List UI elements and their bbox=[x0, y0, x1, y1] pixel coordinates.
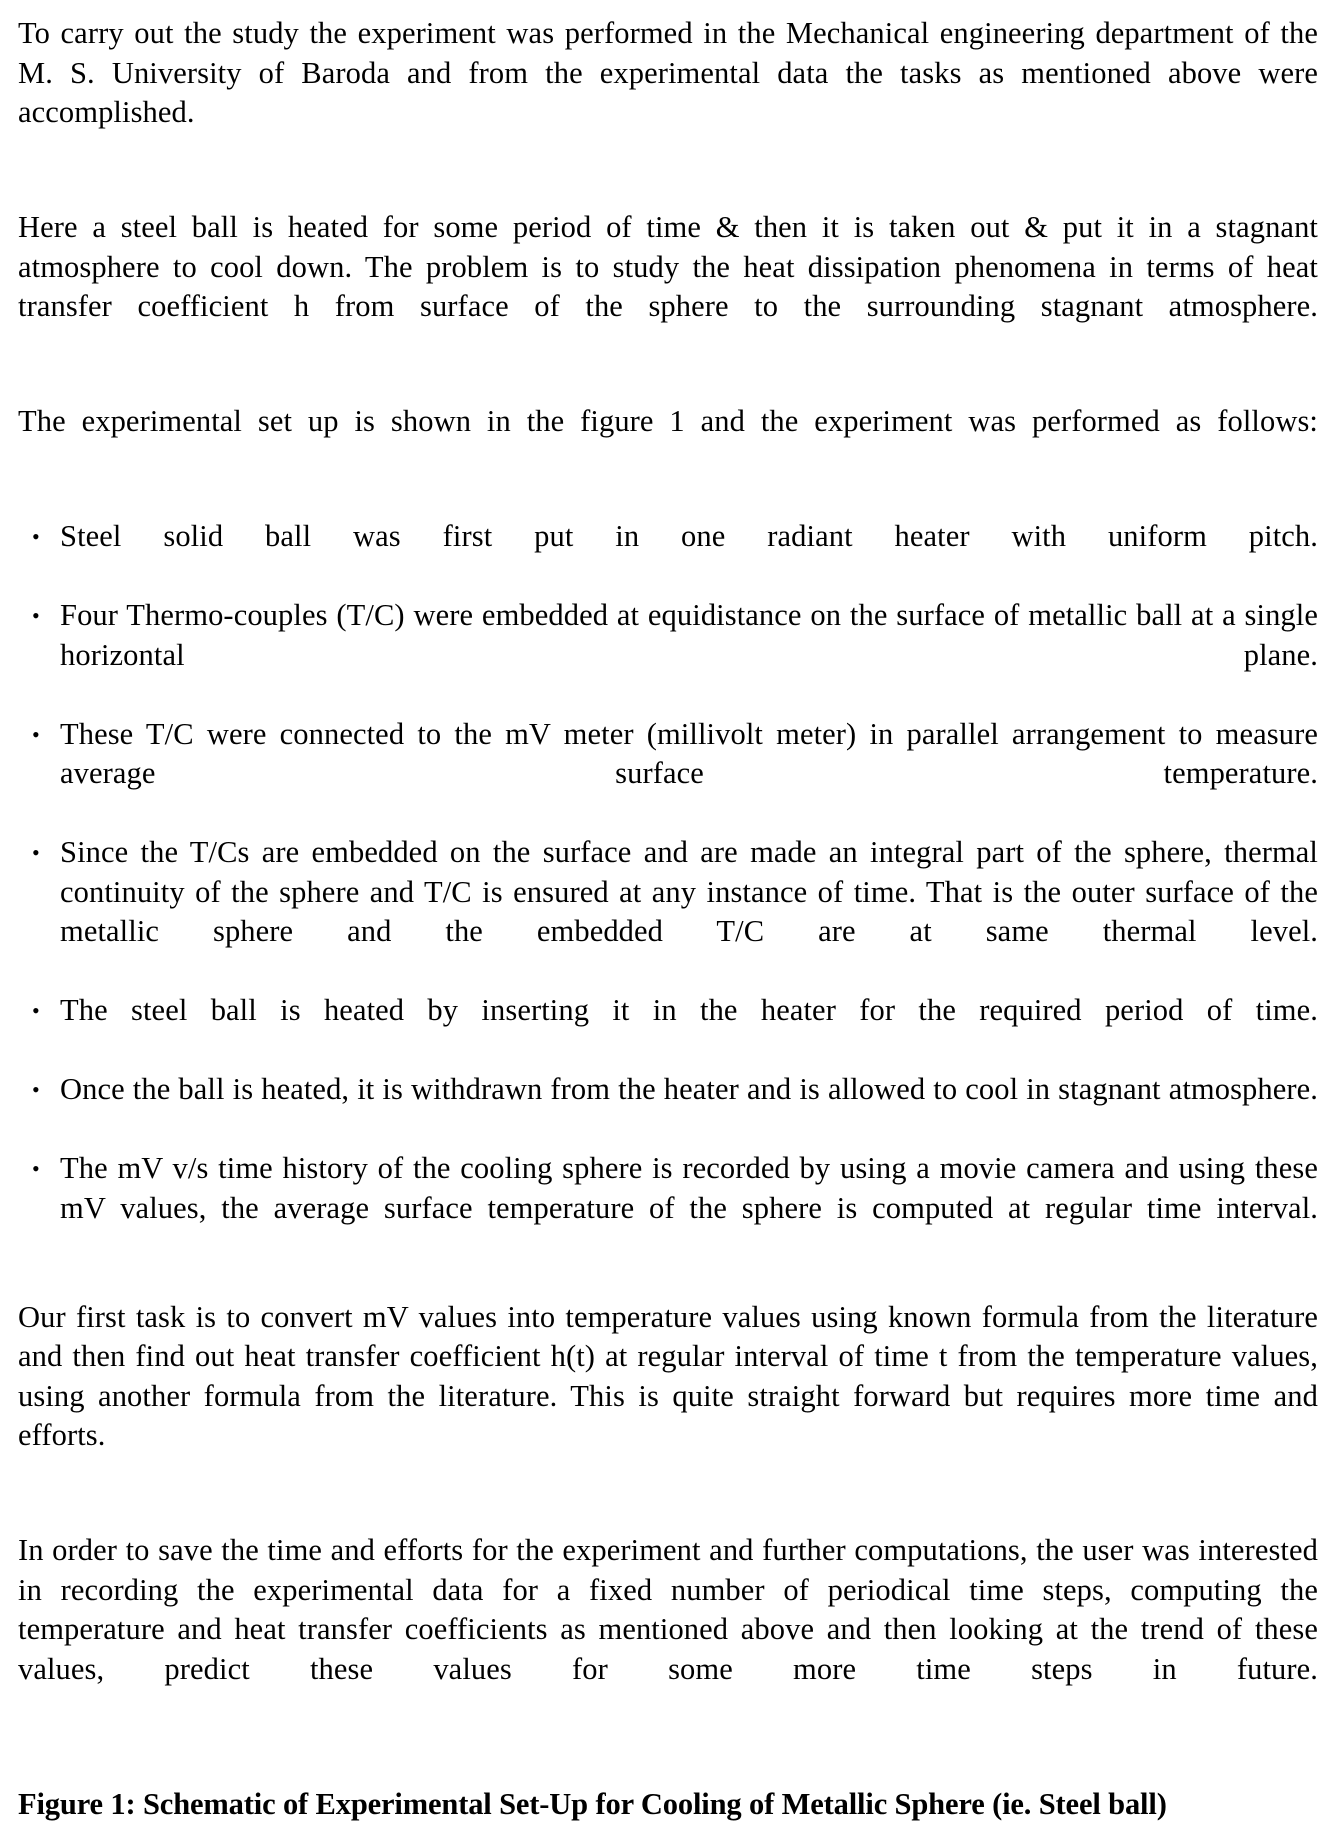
paragraph-motivation: In order to save the time and efforts for the experiment and further computations, the user was interested in recording the experimental data for a fixed number of periodical time steps, computing the temperature and heat transfer coefficients as mentioned above and then looking at the trend of these values, predict these values for some more time steps in future. bbox=[18, 1531, 1318, 1729]
paragraph-problem-statement: Here a steel ball is heated for some period of time & then it is taken out & put it in a stagnant atmosphere to cool down. The problem is to study the heat dissipation phenomena in terms of heat transfer coefficient h from surface of the sphere to the surrounding stagnant atmosphere. bbox=[18, 208, 1318, 366]
bullet-point-icon: • bbox=[32, 596, 46, 636]
list-item bbox=[18, 991, 1318, 1070]
list-item bbox=[18, 517, 1318, 596]
paragraph-setup-reference: The experimental set up is shown in the figure 1 and the experiment was performed as follows: bbox=[18, 402, 1318, 481]
paragraph-intro: To carry out the study the experiment was performed in the Mechanical engineering department of the M. S. University of Baroda and from the experimental data the tasks as mentioned above were accomplished. bbox=[18, 14, 1318, 172]
list-item-text: Once the ball is heated, it is withdrawn from the heater and is allowed to cool in stagnant atmosphere. bbox=[60, 1070, 1318, 1149]
bullet-point-icon: • bbox=[32, 1149, 46, 1189]
bullet-point-icon: • bbox=[32, 833, 46, 873]
list-item bbox=[18, 715, 1318, 834]
bullet-point-icon: • bbox=[32, 991, 46, 1031]
procedure-bullet-list bbox=[18, 517, 1318, 1268]
caption-spacer bbox=[18, 1757, 1318, 1785]
list-item-text: The mV v/s time history of the cooling sphere is recorded by using a movie camera and using these mV values, the average surface temperature of the sphere is computed at regular time interval. bbox=[60, 1149, 1318, 1268]
figure-caption: Figure 1: Schematic of Experimental Set-Up for Cooling of Metallic Sphere (ie. Steel ball) bbox=[18, 1785, 1318, 1824]
bullet-point-icon: • bbox=[32, 715, 46, 755]
bullet-point-icon: • bbox=[32, 1070, 46, 1110]
paragraph-first-task: Our first task is to convert mV values into temperature values using known formula from the literature and then find out heat transfer coefficient h(t) at regular interval of time t from the temperature values, using another formula from the literature. This is quite straight forward but requires more time and efforts. bbox=[18, 1298, 1318, 1496]
list-item bbox=[18, 1070, 1318, 1149]
list-item-text: Four Thermo-couples (T/C) were embedded at equidistance on the surface of metallic ball at a single horizontal plane. bbox=[60, 596, 1318, 715]
list-item-text: These T/C were connected to the mV meter (millivolt meter) in parallel arrangement to measure average surface temperature. bbox=[60, 715, 1318, 834]
list-item bbox=[18, 1149, 1318, 1268]
list-item-text: Since the T/Cs are embedded on the surface and are made an integral part of the sphere, thermal continuity of the sphere and T/C is ensured at any instance of time. That is the outer surface of the metallic sphere and the embedded T/C are at same thermal level. bbox=[60, 833, 1318, 991]
list-item-text: Steel solid ball was first put in one radiant heater with uniform pitch. bbox=[60, 517, 1318, 596]
list-item-text: The steel ball is heated by inserting it in the heater for the required period of time. bbox=[60, 991, 1318, 1070]
list-item bbox=[18, 833, 1318, 991]
bullet-point-icon: • bbox=[32, 517, 46, 557]
list-item bbox=[18, 596, 1318, 715]
